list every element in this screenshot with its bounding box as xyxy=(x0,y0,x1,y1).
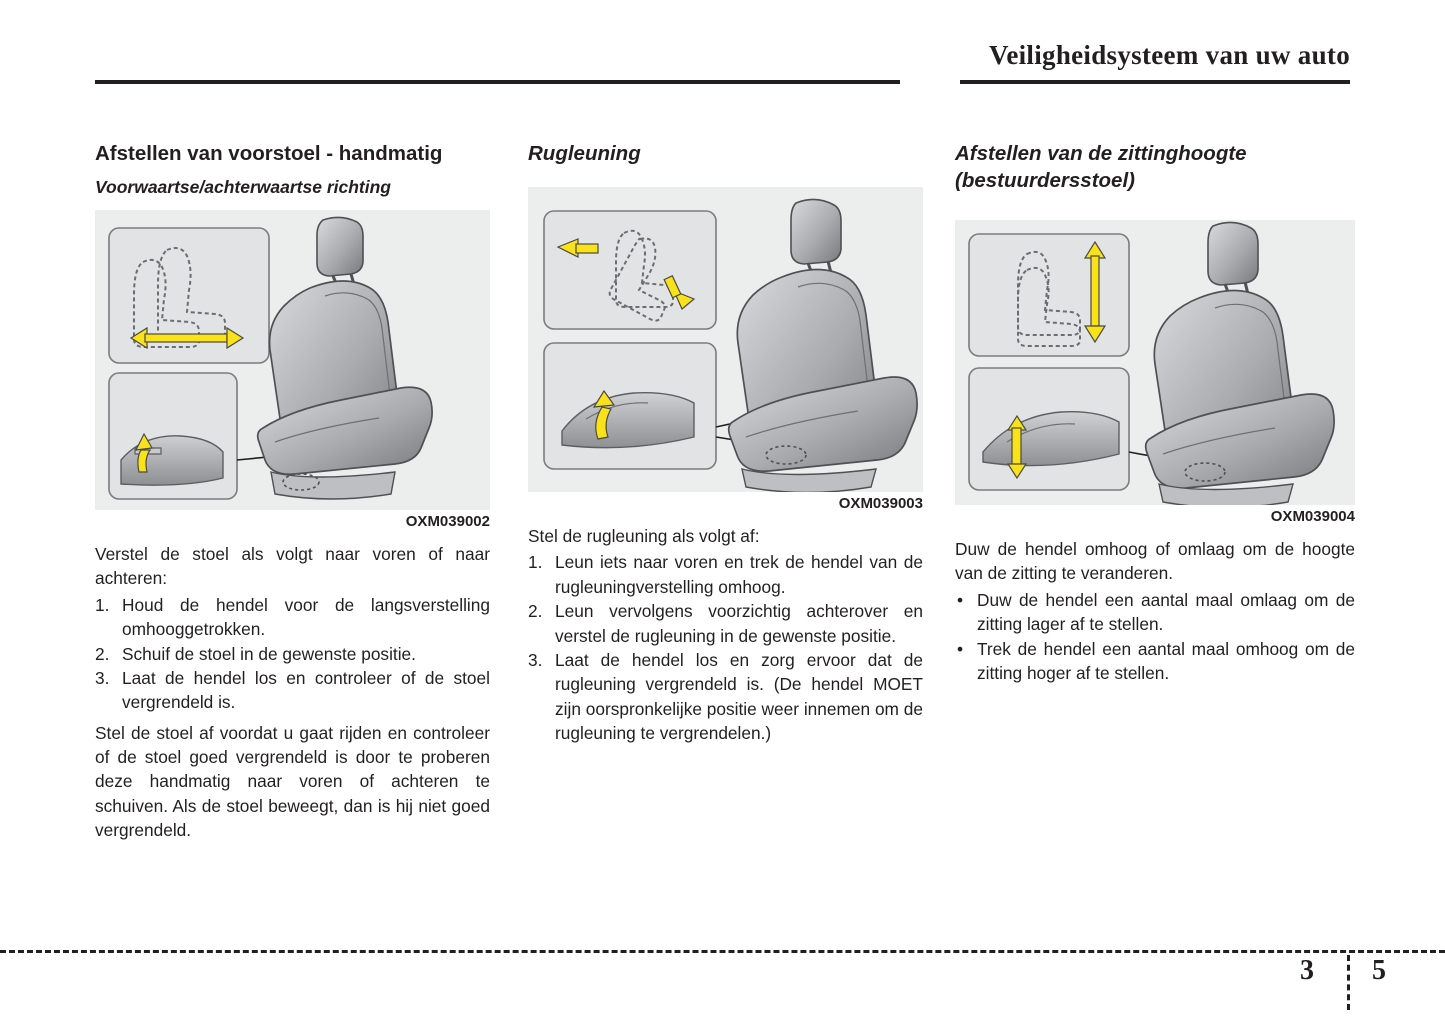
bullet-text: Trek de hendel een aantal maal omhoog om de zitting hoger af te stellen. xyxy=(977,638,1355,683)
step-number: 3. xyxy=(95,667,110,688)
section-subtitle-1: Voorwaartse/achterwaartse richting xyxy=(95,177,391,198)
list-item xyxy=(528,599,923,648)
steps-list-1 xyxy=(95,593,490,715)
page-number: 5 xyxy=(1372,955,1386,986)
bullet-text: Duw de hendel een aantal maal omlaag om de zitting lager af te stellen. xyxy=(977,589,1355,635)
footer-vertical-divider xyxy=(1347,955,1350,1010)
list-item xyxy=(955,637,1355,686)
figure-caption-1: OXM039002 xyxy=(405,513,490,531)
page-header-title: Veiligheidsysteem van uw auto xyxy=(989,40,1350,70)
figure-caption-3: OXM039004 xyxy=(1270,508,1355,526)
step-text: Leun iets naar voren en trek de hendel van de rugleuningverstelling omhoog. xyxy=(555,552,923,597)
bullet-dot: • xyxy=(957,638,964,659)
list-item xyxy=(528,648,923,746)
intro-text-1: Verstel de stoel als volgt naar voren of naar achteren: xyxy=(95,544,490,589)
figure-seat-fore-aft xyxy=(95,210,490,510)
column-backrest xyxy=(528,140,923,745)
list-item xyxy=(955,588,1355,637)
figure-seat-height xyxy=(955,220,1355,505)
section-title-2: Rugleuning xyxy=(528,142,641,165)
column-seat-height xyxy=(955,140,1355,685)
figure-caption-2: OXM039003 xyxy=(838,495,923,513)
step-number: 2. xyxy=(95,643,110,664)
figure-backrest-illustration xyxy=(528,187,923,492)
figure-seat-height-illustration xyxy=(955,220,1355,505)
list-item xyxy=(95,666,490,715)
chapter-number: 3 xyxy=(1300,955,1314,986)
outro-text-1: Stel de stoel af voordat u gaat rijden en controleer of de stoel goed vergrendeld is door te proberen deze handmatig naar voren of achteren te schuiven. Als de stoel beweegt, dan is hij niet goed vergrendeld. xyxy=(95,722,490,841)
step-text: Laat de hendel los en controleer of de stoel vergrendeld is. xyxy=(122,667,490,713)
column-front-seat-manual xyxy=(95,140,490,843)
intro-text-2: Stel de rugleuning als volgt af: xyxy=(528,526,760,547)
figure-backrest xyxy=(528,187,923,492)
step-text: Schuif de stoel in de gewenste positie. xyxy=(122,643,416,664)
header-rule xyxy=(95,80,1350,84)
step-number: 1. xyxy=(528,552,543,573)
list-item xyxy=(528,550,923,599)
bullets-list-3 xyxy=(955,588,1355,686)
figure-seat-fore-aft-illustration xyxy=(95,210,490,510)
step-text: Laat de hendel los en zorg ervoor dat de rugleuning vergrendeld is. (De hendel MOET zijn oorspronkelijke positie weer innemen om de rugleuning te vergrendelen.) xyxy=(555,649,923,744)
footer-divider xyxy=(0,950,1445,953)
step-text: Houd de hendel voor de langsverstelling omhooggetrokken. xyxy=(122,594,490,640)
list-item xyxy=(95,593,490,642)
section-title-3: Afstellen van de zittinghoogte (bestuurdersstoel) xyxy=(955,142,1247,193)
intro-text-3: Duw de hendel omhoog of omlaag om de hoogte van de zitting te veranderen. xyxy=(955,539,1355,584)
step-number: 1. xyxy=(95,594,110,615)
section-title-1: Afstellen van voorstoel - handmatig xyxy=(95,142,443,165)
steps-list-2 xyxy=(528,550,923,745)
bullet-dot: • xyxy=(957,589,964,610)
list-item xyxy=(95,642,490,666)
step-number: 3. xyxy=(528,649,543,670)
step-text: Leun vervolgens voorzichtig achterover en verstel de rugleuning in de gewenste positie. xyxy=(555,601,923,646)
step-number: 2. xyxy=(528,601,543,622)
header-rule-gap xyxy=(900,80,960,84)
